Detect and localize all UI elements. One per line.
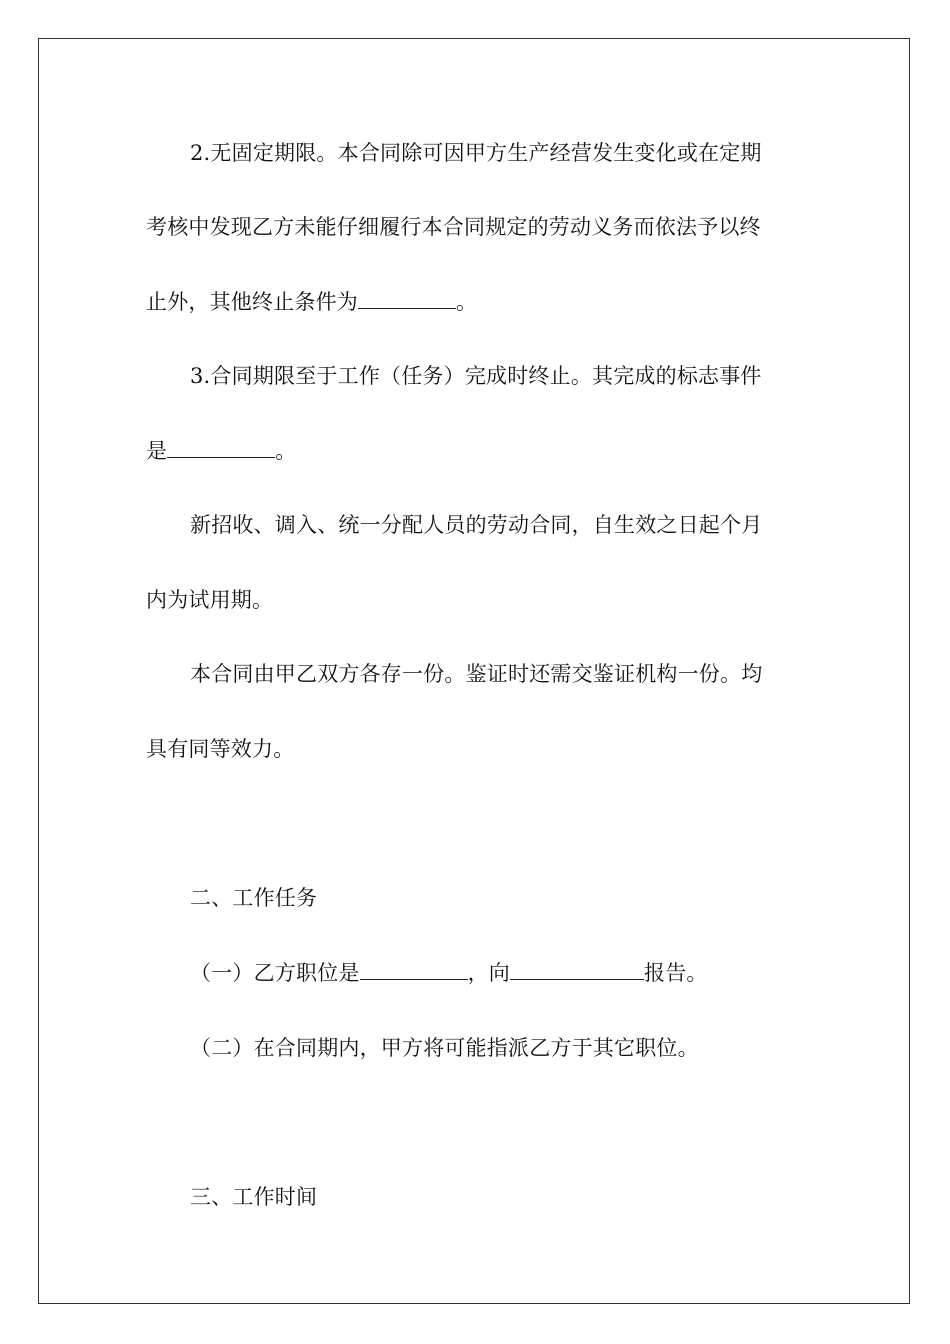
paragraph-probation-line-2 [146, 586, 273, 614]
text: 三、工作时间 [190, 1185, 318, 1209]
paragraph-fixed-term-line-2 [146, 213, 761, 241]
paragraph-task-term-line-1 [190, 362, 762, 390]
text: 具有同等效力。 [146, 737, 295, 761]
text: 考核中发现乙方未能仔细履行本合同规定的劳动义务而依法予以终 [146, 215, 761, 239]
text: （一）乙方职位是 [190, 961, 360, 985]
text: （二）在合同期内，甲方将可能指派乙方于其它职位。 [190, 1036, 699, 1060]
text: 本合同由甲乙双方各存一份。鉴证时还需交鉴证机构一份。均 [190, 662, 763, 686]
fill-in-blank-position[interactable] [360, 959, 468, 980]
fill-in-blank-report-to[interactable] [510, 959, 644, 980]
fill-in-blank-termination-conditions[interactable] [358, 288, 456, 309]
section2-item-1 [190, 959, 708, 987]
paragraph-copies-line-2 [146, 735, 294, 763]
text: 止外，其他终止条件为 [146, 290, 358, 314]
text: 2.无固定期限。本合同除可因甲方生产经营发生变化或在定期 [190, 141, 762, 165]
text: 报告。 [644, 961, 708, 985]
text: 3.合同期限至于工作（任务）完成时终止。其完成的标志事件 [190, 364, 762, 388]
paragraph-copies-line-1 [190, 660, 762, 688]
section2-item-2 [190, 1034, 699, 1062]
fill-in-blank-completion-event[interactable] [167, 437, 275, 458]
section-heading-job-duties [190, 884, 317, 912]
paragraph-fixed-term-line-1 [190, 139, 762, 167]
paragraph-fixed-term-line-3 [146, 288, 477, 316]
text: 二、工作任务 [190, 886, 318, 910]
text: 是 [146, 439, 168, 463]
section-heading-working-hours [190, 1183, 317, 1211]
text: 内为试用期。 [146, 588, 274, 612]
text: 。 [456, 290, 478, 314]
text: 新招收、调入、统一分配人员的劳动合同，自生效之日起个月 [190, 513, 763, 537]
paragraph-probation-line-1 [190, 511, 762, 539]
text: ，向 [467, 961, 511, 985]
text: 。 [275, 439, 297, 463]
paragraph-task-term-line-2 [146, 437, 296, 465]
